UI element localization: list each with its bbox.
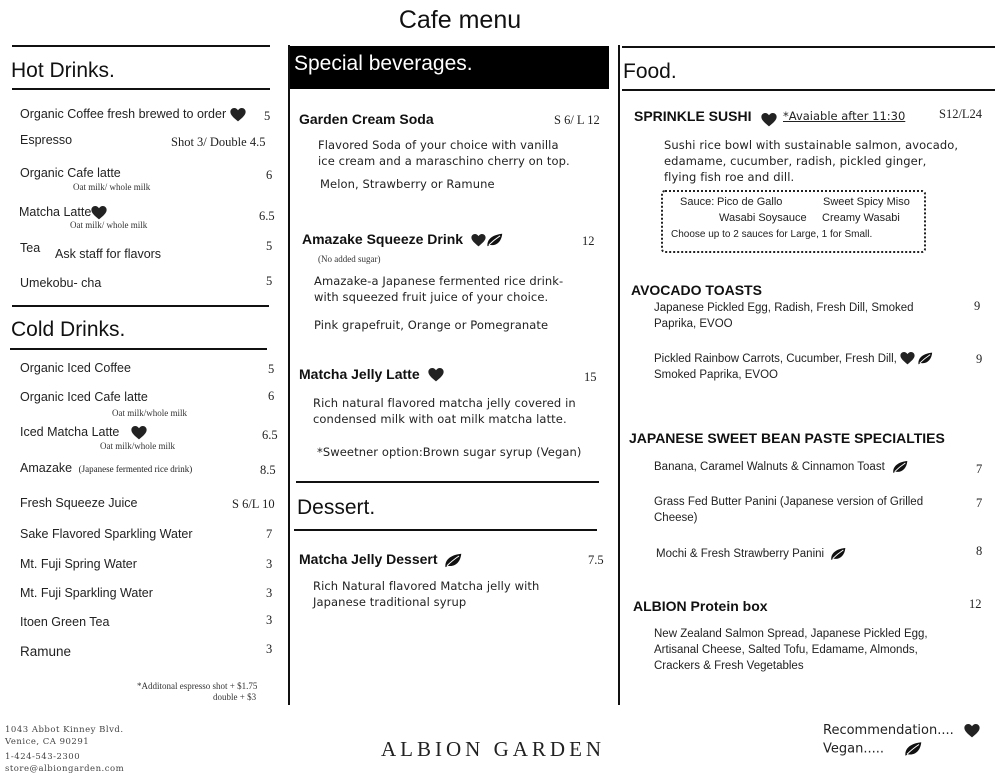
cold-drinks-heading: Cold Drinks. — [11, 318, 126, 341]
divider — [12, 305, 269, 307]
menu-item — [20, 107, 246, 122]
item-price: 9 — [976, 352, 983, 366]
item-price: 6 — [266, 168, 273, 182]
item-name: Organic Coffee fresh brewed to order — [20, 107, 227, 121]
menu-item — [20, 461, 192, 475]
sauce-option: Creamy Wasabi — [822, 212, 900, 224]
item-price: 5 — [266, 239, 273, 253]
divider — [622, 46, 995, 48]
sauce-note: Choose up to 2 sauces for Large, 1 for Small. — [671, 229, 873, 240]
divider — [12, 88, 270, 90]
item-price: 7.5 — [588, 553, 604, 567]
item-description: Amazake-a Japanese fermented rice drink- with squeezed fruit juice of your choice. — [314, 274, 564, 304]
item-description: Flavored Soda of your choice with vanilla ice cream and a maraschino cherry on top. — [318, 138, 570, 168]
page-title: Cafe menu — [398, 6, 522, 34]
leaf-icon — [830, 547, 846, 561]
item-name: Amazake — [20, 461, 73, 475]
heart-icon — [471, 234, 486, 247]
divider — [622, 89, 995, 91]
item-name: Organic Cafe latte — [20, 166, 121, 180]
item-price: 8 — [976, 544, 983, 558]
item-description: Japanese Pickled Egg, Radish, Fresh Dill, Smoked Paprika, EVOO — [654, 302, 914, 330]
legend-recommendation: Recommendation.... — [823, 723, 980, 738]
item-name: SPRINKLE SUSHI — [634, 108, 752, 124]
item-name: Organic Iced Cafe latte — [20, 390, 148, 404]
menu-item — [20, 425, 147, 440]
item-name: Matcha Latte — [19, 205, 92, 219]
heart-icon — [761, 113, 777, 127]
item-price: 5 — [264, 109, 271, 123]
item-name: Tea — [20, 241, 41, 255]
brand-logo: ALBION GARDEN — [381, 737, 606, 761]
menu-item — [302, 231, 503, 247]
sauce-options-box — [661, 190, 926, 253]
item-price: 12 — [582, 234, 595, 248]
menu-item — [19, 205, 107, 220]
item-price: Shot 3/ Double 4.5 — [171, 135, 266, 149]
item-options: Pink grapefruit, Orange or Pomegranate — [314, 318, 549, 332]
item-note: Oat milk/whole milk — [112, 408, 187, 418]
availability-note: *Avaiable after 11:30 — [783, 109, 906, 123]
category-heading: AVOCADO TOASTS — [631, 282, 762, 298]
item-price: 7 — [976, 496, 983, 510]
item-description: Grass Fed Butter Panini (Japanese version of Grilled Cheese) — [654, 496, 924, 524]
dessert-heading: Dessert. — [297, 496, 376, 519]
item-name: Matcha Jelly Latte — [299, 366, 420, 382]
sauce-option: Pico de Gallo — [717, 196, 783, 208]
heart-icon — [131, 426, 147, 440]
heart-icon — [428, 368, 444, 382]
item-name: Mt. Fuji Spring Water — [20, 557, 137, 571]
item-price: S12/L24 — [939, 107, 983, 121]
heart-icon — [230, 108, 246, 122]
item-name: Espresso — [20, 133, 73, 147]
legend-vegan: Vegan..... — [823, 741, 922, 757]
leaf-icon — [486, 233, 503, 247]
item-price: 6.5 — [262, 428, 278, 442]
item-description: Sushi rice bowl with sustainable salmon, avocado, edamame, cucumber, radish, pickled ginger, flying fish roe and dill. — [664, 138, 959, 184]
item-name: Mt. Fuji Sparkling Water — [20, 586, 153, 600]
item-options: *Sweetner option:Brown sugar syrup (Vegan) — [317, 445, 582, 459]
item-description: Pickled Rainbow Carrots, Cucumber, Fresh Dill, Smoked Paprika, EVOO — [654, 351, 933, 383]
item-description: Rich natural flavored matcha jelly covered in condensed milk with oat milk matcha latte. — [313, 396, 576, 426]
item-note: Oat milk/whole milk — [100, 441, 175, 451]
item-name: Umekobu- cha — [20, 276, 102, 290]
item-price: 3 — [266, 613, 273, 627]
footnote: *Additonal espresso shot + $1.75 — [137, 681, 258, 691]
column-divider — [288, 45, 290, 705]
item-price: 9 — [974, 299, 981, 313]
item-price: 5 — [266, 274, 273, 288]
item-name: Organic Iced Coffee — [20, 361, 131, 375]
item-name: Amazake Squeeze Drink — [302, 231, 464, 247]
item-description: Rich Natural flavored Matcha jelly with Japanese traditional syrup — [313, 579, 540, 609]
leaf-icon — [892, 460, 908, 474]
leaf-icon — [444, 553, 462, 568]
item-price: S 6/ L 12 — [554, 113, 600, 127]
item-name: Itoen Green Tea — [20, 615, 110, 629]
food-heading: Food. — [623, 60, 677, 83]
sauce-option: Wasabi Soysauce — [719, 212, 807, 224]
divider — [12, 45, 270, 47]
heart-icon — [900, 352, 915, 365]
address: 1043 Abbot Kinney Blvd. Venice, CA 90291 — [5, 725, 124, 747]
divider — [294, 529, 597, 531]
sauce-label: Sauce: — [680, 196, 715, 208]
item-price: 3 — [266, 557, 273, 571]
item-name: Sake Flavored Sparkling Water — [20, 527, 193, 541]
item-name: Garden Cream Soda — [299, 111, 434, 127]
column-divider — [618, 45, 620, 705]
item-name: Iced Matcha Latte — [20, 425, 120, 439]
item-price: 7 — [976, 462, 983, 476]
item-price: 7 — [266, 527, 273, 541]
item-note: Oat milk/ whole milk — [73, 182, 151, 192]
item-description: Banana, Caramel Walnuts & Cinnamon Toast — [654, 459, 908, 475]
special-beverages-heading: Special beverages. — [290, 46, 609, 89]
item-description: Mochi & Fresh Strawberry Panini — [656, 546, 846, 562]
item-note: Oat milk/ whole milk — [70, 220, 148, 230]
category-heading: JAPANESE SWEET BEAN PASTE SPECIALTIES — [629, 430, 945, 446]
item-price: S 6/L 10 — [232, 497, 275, 511]
menu-item — [299, 366, 444, 382]
item-name: ALBION Protein box — [633, 598, 768, 614]
item-price: 6 — [268, 389, 275, 403]
item-price: 6.5 — [259, 209, 275, 223]
contact: 1-424-543-2300 store@albiongarden.com — [5, 752, 125, 773]
item-description: New Zealand Salmon Spread, Japanese Pickled Egg, Artisanal Cheese, Salted Tofu, Edamame, Almonds, Crackers & Fresh Vegetables — [654, 628, 928, 672]
item-price: 12 — [969, 597, 982, 611]
item-price: 3 — [266, 586, 273, 600]
item-note: (Japanese fermented rice drink) — [78, 464, 193, 474]
item-price: 3 — [266, 642, 273, 656]
divider — [296, 481, 599, 483]
divider — [10, 348, 267, 350]
hot-drinks-heading: Hot Drinks. — [11, 59, 115, 82]
item-price: 5 — [268, 362, 275, 376]
sauce-option: Sweet Spicy Miso — [823, 196, 910, 208]
heart-icon — [964, 724, 980, 738]
heart-icon — [91, 206, 107, 220]
item-note: (No added sugar) — [318, 254, 381, 264]
menu-item — [299, 551, 462, 568]
leaf-icon — [917, 352, 933, 365]
item-name: Ramune — [20, 644, 72, 659]
item-name: Matcha Jelly Dessert — [299, 551, 438, 567]
item-price: 8.5 — [260, 463, 276, 477]
item-note: Ask staff for flavors — [55, 247, 162, 261]
item-name: Fresh Squeeze Juice — [20, 496, 138, 510]
item-price: 15 — [584, 370, 597, 384]
leaf-icon — [904, 741, 922, 757]
item-options: Melon, Strawberry or Ramune — [320, 177, 495, 191]
footnote: double + $3 — [213, 692, 257, 702]
